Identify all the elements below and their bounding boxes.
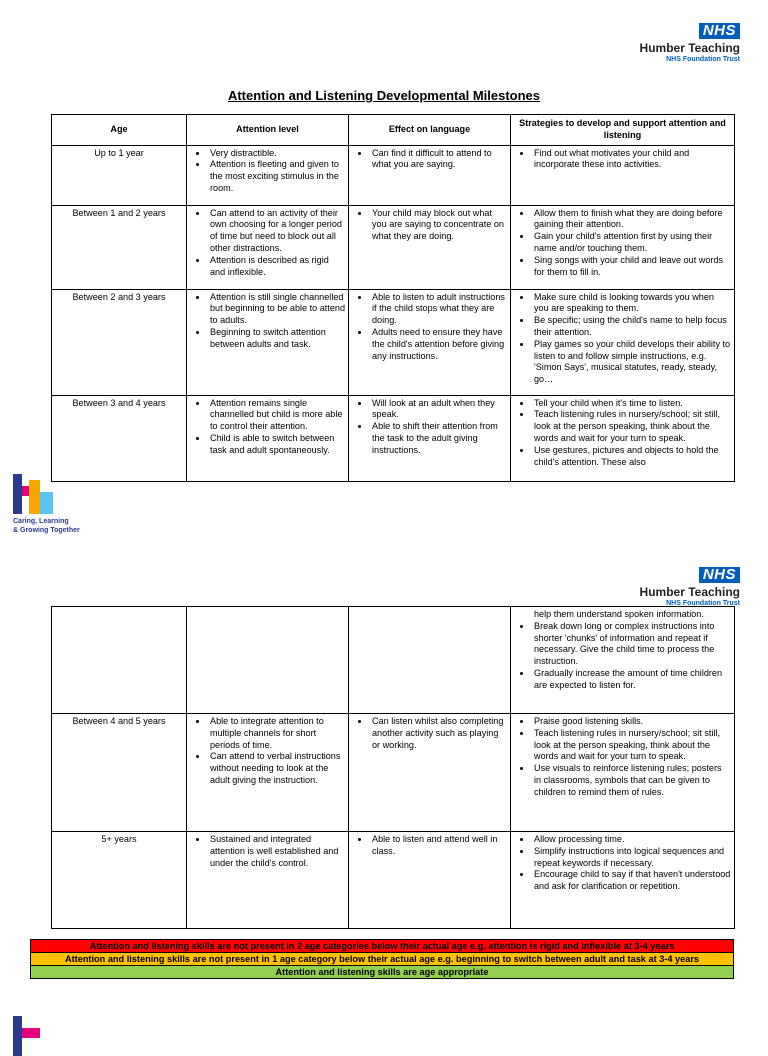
list-item: • Child is able to switch between task and adult spontaneously. [208, 433, 345, 457]
org-name: Humber Teaching [639, 585, 740, 599]
list-item: • Simplify instructions into logical sequences and repeat keywords if necessary. [532, 846, 731, 870]
attention-cell [187, 714, 349, 832]
list-item: • Find out what motivates your child and incorporate these into activities. [532, 148, 731, 172]
humber-h-logo-icon [13, 474, 57, 514]
milestones-table-continued [51, 606, 735, 929]
nhs-logo [640, 566, 740, 608]
list-item: • Attention remains single channelled but child is more able to control their attention. [208, 398, 345, 433]
language-cell [349, 607, 511, 714]
list-item: • Able to shift their attention from the task to the adult giving instructions. [370, 421, 507, 456]
list-item: • Tell your child when it's time to listen. [532, 398, 731, 410]
age-cell: Between 2 and 3 years [52, 289, 187, 395]
column-header-language: Effect on language [349, 115, 511, 146]
age-cell: Between 1 and 2 years [52, 205, 187, 289]
humber-footer-logo-partial [13, 1016, 57, 1056]
table-row [52, 395, 735, 481]
list-item: • Attention is fleeting and given to the most exciting stimulus in the room. [208, 159, 345, 194]
page-title: Attention and Listening Developmental Milestones [227, 88, 541, 103]
column-header-age: Age [52, 115, 187, 146]
humber-footer-logo [13, 474, 80, 535]
strategies-cell [511, 145, 735, 205]
attention-cell [187, 289, 349, 395]
page-two [0, 560, 768, 1024]
language-cell [349, 289, 511, 395]
language-cell [349, 395, 511, 481]
column-header-strategies: Strategies to develop and support attention and listening [511, 115, 735, 146]
footer-logo-line-1: Caring, Learning [13, 518, 69, 525]
list-item: • Make sure child is looking towards you when you are speaking to them. [532, 292, 731, 316]
age-cell: Between 3 and 4 years [52, 395, 187, 481]
list-item: • Play games so your child develops their ability to listen to and follow simple instructions, e.g. 'Simon Says', musical statutes, ready, steady, go… [532, 339, 731, 386]
strategies-cell [511, 607, 735, 714]
list-item: • Teach listening rules in nursery/school; sit still, look at the person speaking, think about the words and wait for your turn to speak. [532, 409, 731, 444]
milestones-table [51, 114, 735, 482]
list-item: • Able to listen and attend well in class. [370, 834, 507, 858]
list-item: • Praise good listening skills. [532, 716, 731, 728]
list-item: • Can listen whilst also completing another activity such as playing or working. [370, 716, 507, 751]
page-separator [0, 548, 768, 560]
nhs-badge: NHS [699, 23, 740, 39]
list-item: • Be specific; using the child's name to help focus their attention. [532, 315, 731, 339]
list-item: • Break down long or complex instructions into shorter 'chunks' of information and repeat if necessary. Give the child time to process the instruction. [532, 621, 731, 668]
strategies-cell [511, 205, 735, 289]
humber-h-logo-icon [13, 1016, 57, 1056]
list-item: • Allow them to finish what they are doing before gaining their attention. [532, 208, 731, 232]
nhs-badge: NHS [699, 567, 740, 583]
list-item: • Use gestures, pictures and objects to hold the child's attention. These also [532, 445, 731, 469]
language-cell [349, 714, 511, 832]
table-row-continued [52, 607, 735, 714]
language-cell [349, 145, 511, 205]
table-row [52, 832, 735, 929]
language-cell [349, 832, 511, 929]
org-name: Humber Teaching [639, 41, 740, 55]
table-row [52, 289, 735, 395]
list-item: • Very distractible. [208, 148, 345, 160]
strategies-cell [511, 714, 735, 832]
list-item: • Your child may block out what you are saying to concentrate on what they are doing. [370, 208, 507, 243]
footer-logo-line-2: & Growing Together [13, 527, 80, 534]
list-item: • Gradually increase the amount of time children are expected to listen for. [532, 668, 731, 692]
list-item: • Sing songs with your child and leave out words for them to fill in. [532, 255, 731, 279]
list-item: • Can find it difficult to attend to what you are saying. [370, 148, 507, 172]
age-cell [52, 607, 187, 714]
table-row [52, 205, 735, 289]
table-row [52, 145, 735, 205]
attention-cell [187, 832, 349, 929]
strategies-cell [511, 395, 735, 481]
continued-text: help them understand spoken information. [534, 609, 704, 619]
list-item: • Beginning to switch attention between adults and task. [208, 327, 345, 351]
legend-row-amber: Attention and listening skills are not present in 1 age category below their actual age e.g. beginning to switch between adult and task at 3-4 years [30, 953, 734, 966]
age-cell: Between 4 and 5 years [52, 714, 187, 832]
legend-row-green: Attention and listening skills are age appropriate [30, 966, 734, 979]
list-item: • Allow processing time. [532, 834, 731, 846]
age-cell: Up to 1 year [52, 145, 187, 205]
list-item: • Teach listening rules in nursery/school; sit still, look at the person speaking, think about the words and wait for your turn to speak. [532, 728, 731, 763]
list-item: • Attention is described as rigid and inflexible. [208, 255, 345, 279]
strategies-cell [511, 832, 735, 929]
list-item: • Use visuals to reinforce listening rules; posters in classrooms, symbols that can be given to children to remind them of rules. [532, 763, 731, 798]
legend-key [30, 939, 734, 979]
attention-cell [187, 145, 349, 205]
list-item: • Able to integrate attention to multiple channels for short periods of time. [208, 716, 345, 751]
column-header-attention: Attention level [187, 115, 349, 146]
list-item: • Attention is still single channelled but beginning to be able to attend to adults. [208, 292, 345, 327]
list-item: • Can attend to an activity of their own choosing for a longer period of time but need to block out all other distractions. [208, 208, 345, 255]
attention-cell [187, 205, 349, 289]
language-cell [349, 205, 511, 289]
attention-cell [187, 395, 349, 481]
list-item: • Sustained and integrated attention is well established and under the child's control. [208, 834, 345, 869]
trust-name: NHS Foundation Trust [666, 600, 740, 607]
table-header-row [52, 115, 735, 146]
legend-row-red: Attention and listening skills are not present in 2 age categories below their actual age e.g. attention is rigid and inflexible at 3-4 years [30, 939, 734, 953]
list-item: • Encourage child to say if that haven't understood and ask for clarification or repetition. [532, 869, 731, 893]
attention-cell [187, 607, 349, 714]
list-item: • Able to listen to adult instructions if the child stops what they are doing. [370, 292, 507, 327]
nhs-logo [640, 22, 740, 64]
strategies-cell [511, 289, 735, 395]
age-cell: 5+ years [52, 832, 187, 929]
trust-name: NHS Foundation Trust [666, 56, 740, 63]
list-item: • Adults need to ensure they have the child's attention before giving any instructions. [370, 327, 507, 362]
table-row [52, 714, 735, 832]
list-item: • Can attend to verbal instructions without needing to look at the adult giving the instruction. [208, 751, 345, 786]
list-item: • Gain your child's attention first by using their name and/or touching them. [532, 231, 731, 255]
list-item: • Will look at an adult when they speak. [370, 398, 507, 422]
